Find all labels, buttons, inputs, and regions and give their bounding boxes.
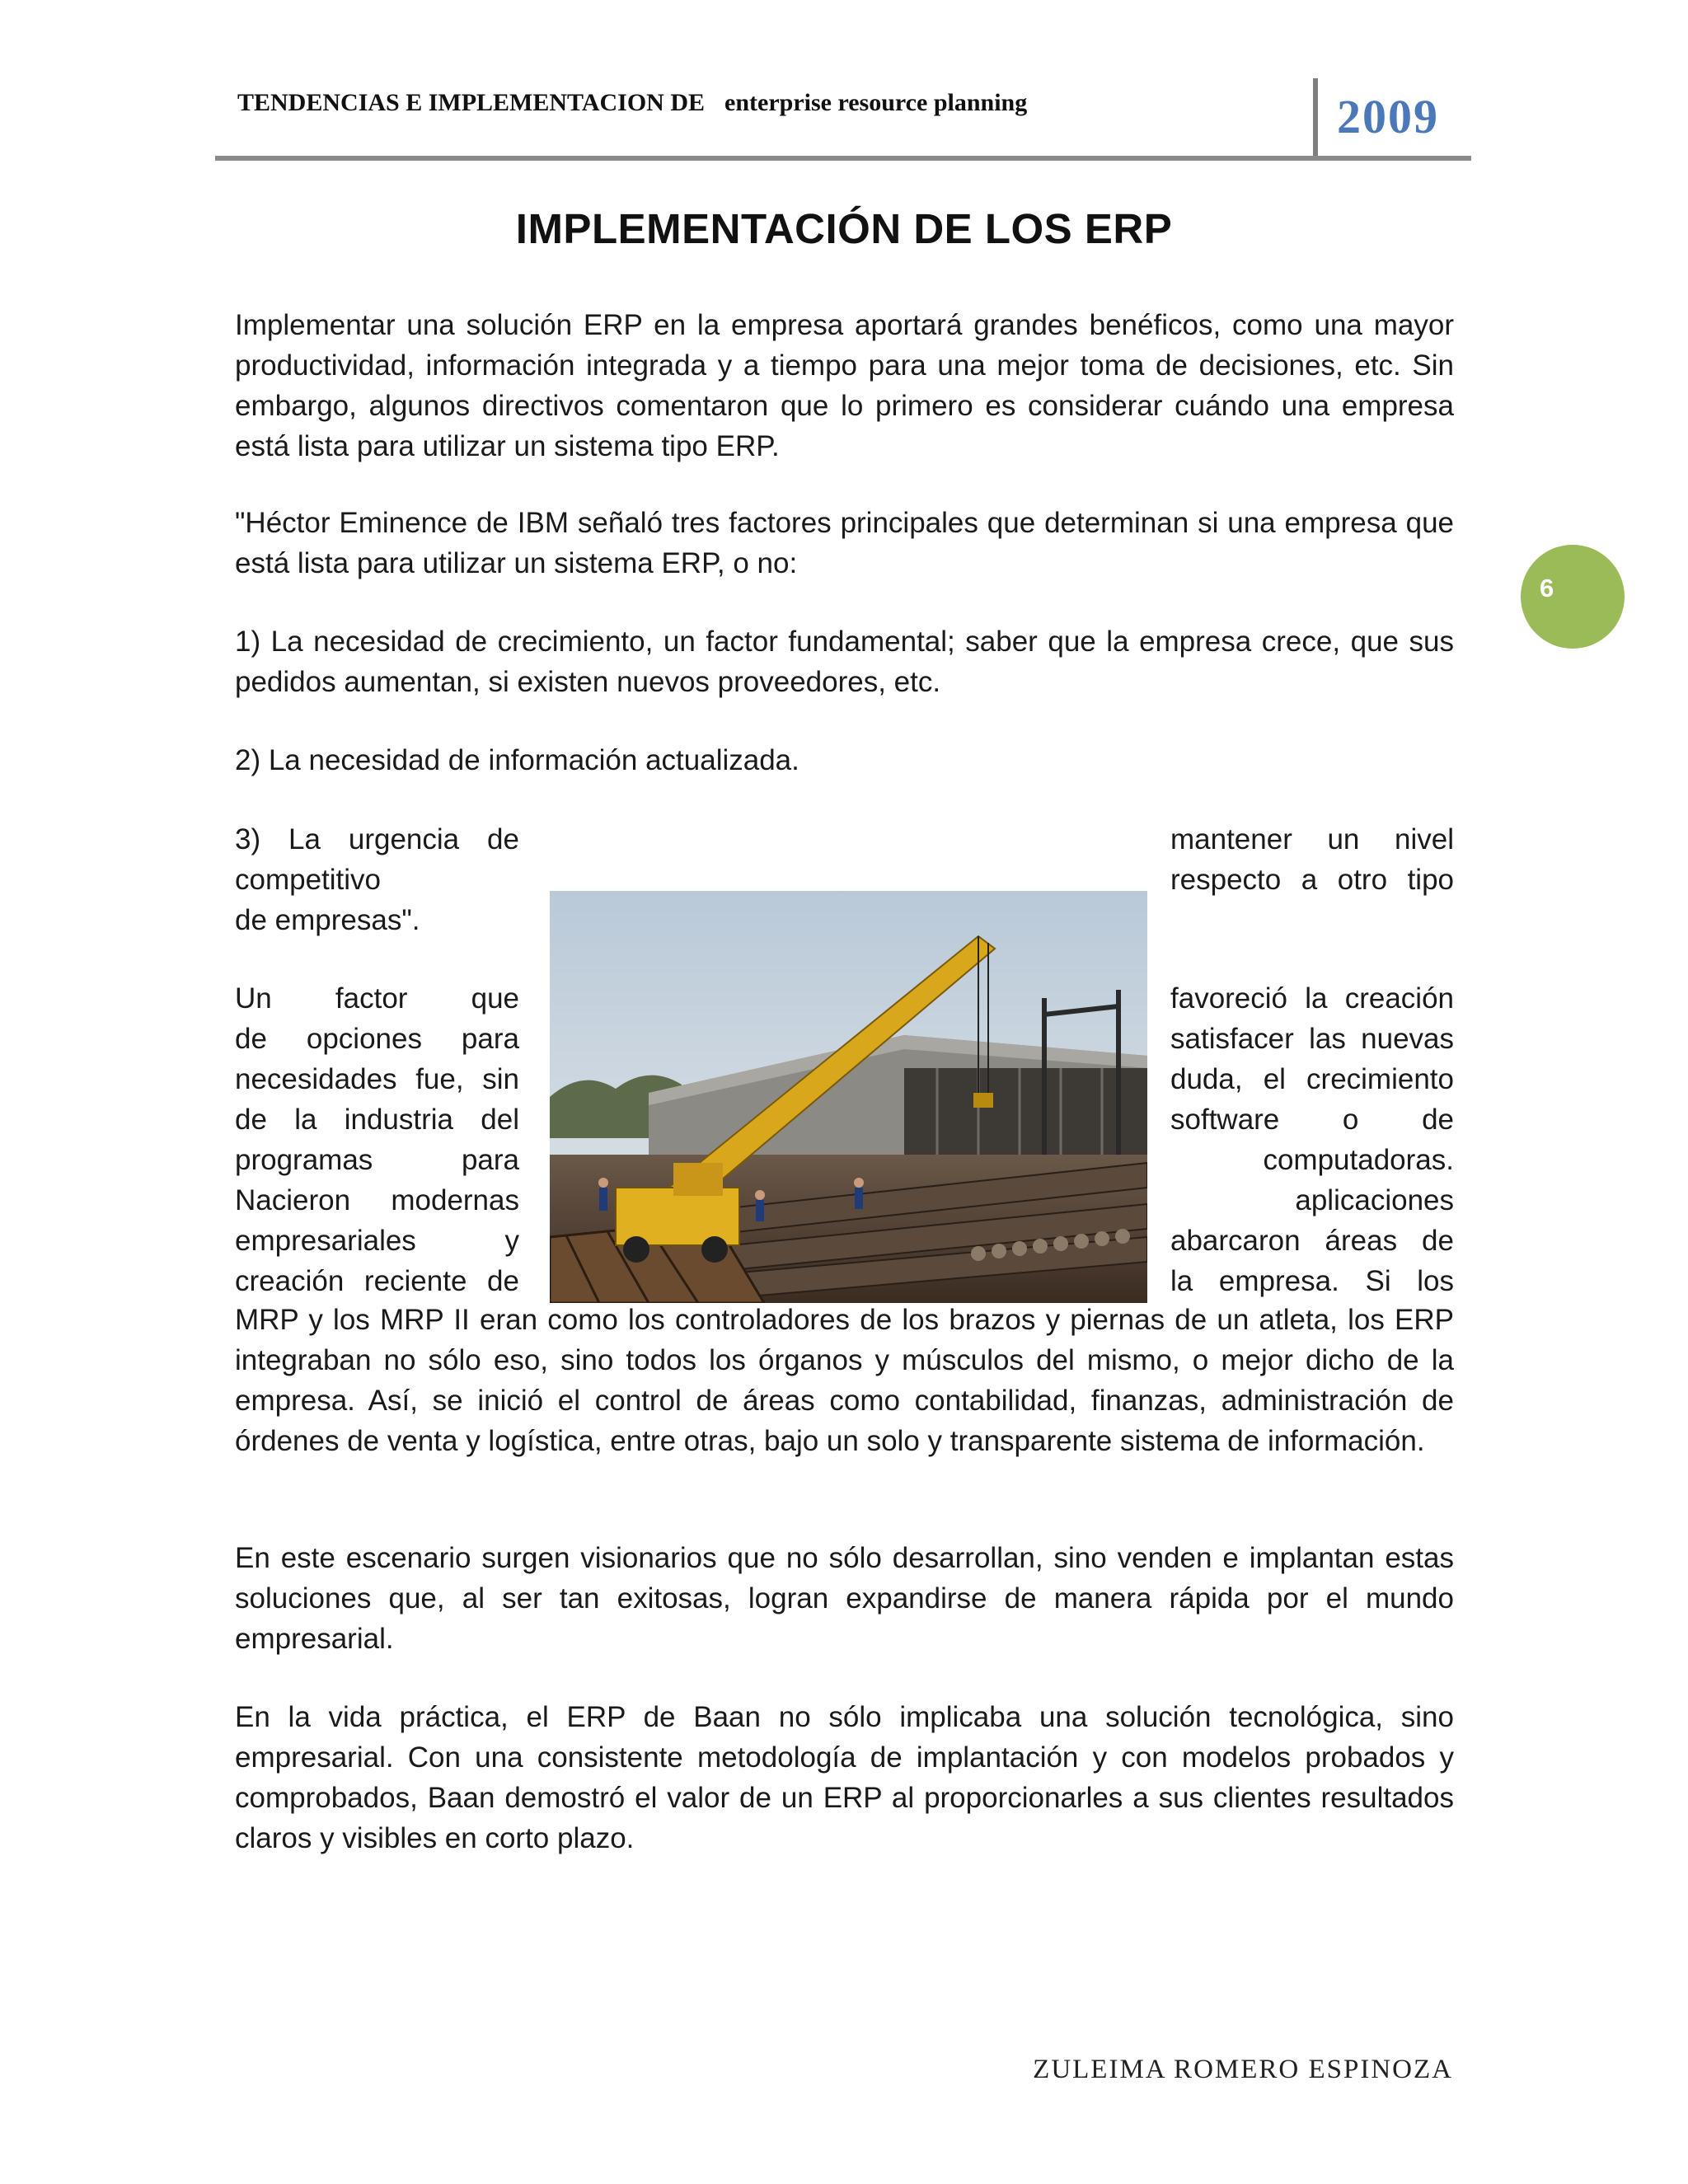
paragraph-quote: "Héctor Eminence de IBM señaló tres factores principales que determinan si una empresa que está lista para utilizar un sistema ERP, o no:	[235, 507, 1454, 579]
text-line: programas para	[235, 1144, 519, 1176]
text-line: duda, el crecimiento	[1170, 1063, 1454, 1095]
page-title: IMPLEMENTACIÓN DE LOS ERP	[515, 205, 1173, 252]
wrap-left-1	[235, 819, 519, 940]
wrap-right-2	[1170, 978, 1454, 1301]
crane-illustration	[550, 891, 1147, 1303]
paragraph-factor-2: 2) La necesidad de información actualizada.	[235, 744, 799, 776]
text-line: 3) La urgencia de	[235, 823, 519, 855]
text-line: mantener un nivel	[1170, 823, 1454, 855]
text-line: computadoras.	[1263, 1144, 1454, 1176]
wrap-left-2	[235, 978, 519, 1301]
paragraph-erp-growth: MRP y los MRP II eran como los controladores de los brazos y piernas de un atleta, los ERP integraban no sólo eso, sino todos los órganos y músculos del mismo, o mejor dicho de la empresa. Así, se inició el control de áreas como contabilidad, finanzas, administración de órdenes de venta y logística, entre otras, bajo un solo y transparente sistema de información.	[235, 1304, 1454, 1457]
page-number-badge	[1521, 545, 1625, 649]
text-line: satisfacer las nuevas	[1170, 1023, 1454, 1055]
text-line: abarcaron áreas de	[1170, 1225, 1454, 1257]
footer-author: ZULEIMA ROMERO ESPINOZA	[1033, 2055, 1453, 2084]
text-line: de la industria del	[235, 1104, 519, 1136]
header-year: 2009	[1337, 90, 1439, 143]
text-line: aplicaciones	[1295, 1184, 1454, 1216]
wrap-right-1	[1170, 819, 1454, 900]
text-line: empresariales y	[235, 1225, 519, 1257]
header-title	[237, 89, 1027, 117]
text-line: Un factor que	[235, 982, 519, 1015]
text-line: de empresas".	[235, 904, 420, 936]
industrial-crane-photo	[550, 891, 1147, 1303]
paragraph-factor-1: 1) La necesidad de crecimiento, un factor fundamental; saber que la empresa crece, que sus pedidos aumentan, si existen nuevos proveedores, etc.	[235, 626, 1454, 698]
paragraph-visionaries: En este escenario surgen visionarios que no sólo desarrollan, sino venden e implantan estas soluciones que, al ser tan exitosas, logran expandirse de manera rápida por el mundo empresarial.	[235, 1542, 1454, 1655]
text-line: Nacieron modernas	[235, 1184, 519, 1216]
text-line: favoreció la creación	[1170, 982, 1454, 1015]
paragraph-intro: Implementar una solución ERP en la empresa aportará grandes benéficos, como una mayor productividad, información integrada y a tiempo para una mejor toma de decisiones, etc. Sin embargo, algunos directivos comentaron que lo primero es considerar cuándo una empresa está lista para utilizar un sistema tipo ERP.	[235, 309, 1454, 462]
page-number: 6	[1540, 574, 1554, 602]
text-line: de opciones para	[235, 1023, 519, 1055]
text-line: respecto a otro tipo	[1170, 864, 1454, 896]
text-line: competitivo	[235, 864, 382, 896]
text-line: la empresa. Si los	[1170, 1265, 1454, 1297]
paragraph-baan: En la vida práctica, el ERP de Baan no sólo implicaba una solución tecnológica, sino empresarial. Con una consistente metodología de implantación y con modelos probados y comprobados, Baan demostró el valor de un ERP al proporcionarles a sus clientes resultados claros y visibles en corto plazo.	[235, 1701, 1454, 1854]
header-subtitle: enterprise resource planning	[724, 89, 1028, 116]
header-divider	[1313, 78, 1318, 158]
text-line: software o de	[1170, 1104, 1454, 1136]
text-line: necesidades fue, sin	[235, 1063, 519, 1095]
header-title-main: TENDENCIAS E IMPLEMENTACION DE	[237, 89, 706, 116]
header-rule	[215, 156, 1471, 161]
text-line: creación reciente de	[235, 1265, 519, 1297]
